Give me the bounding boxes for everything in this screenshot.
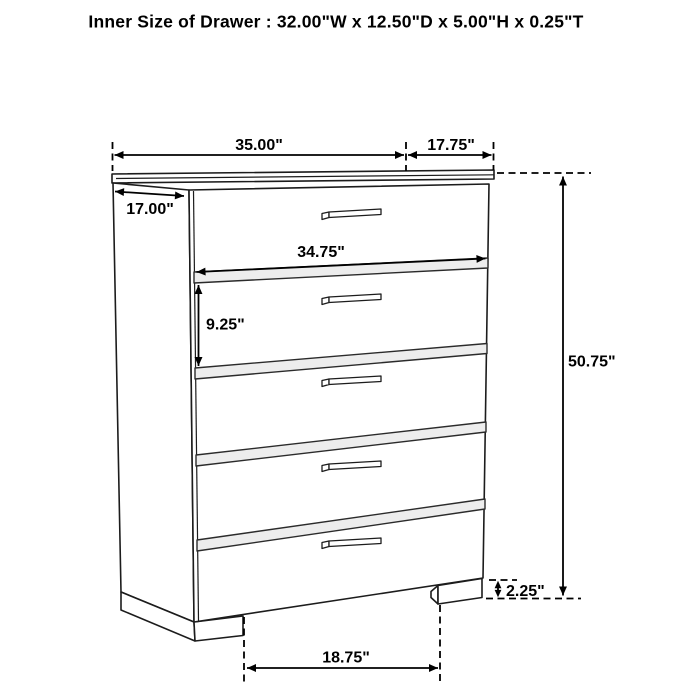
dim-top-width [113, 137, 407, 171]
dim-foot-height [489, 580, 545, 600]
dim-label-overall-height: 50.75" [568, 353, 616, 371]
dim-label-top-side-depth: 17.75" [427, 137, 475, 154]
chest-drawing [112, 170, 494, 641]
dim-label-drawer-row-width: 34.75" [297, 244, 345, 261]
dim-label-top-width: 35.00" [235, 137, 283, 154]
arrowhead-up [495, 581, 502, 588]
dim-label-left-side-depth: 17.00" [126, 201, 174, 218]
dim-label-foot-height: 2.25" [506, 583, 545, 600]
dim-top-side-depth [408, 137, 494, 170]
chest-side-panel [113, 183, 194, 622]
dim-label-drawer-front-height: 9.25" [206, 316, 245, 334]
dim-label-feet-span: 18.75" [322, 649, 370, 667]
chest-foot-right-side [431, 586, 438, 605]
dim-overall-height [486, 173, 616, 599]
dim-feet-span [244, 605, 440, 684]
arrowhead-down [495, 590, 502, 597]
page-title: Inner Size of Drawer : 32.00"W x 12.50"D x 5.00"H x 0.25"T [88, 11, 584, 32]
